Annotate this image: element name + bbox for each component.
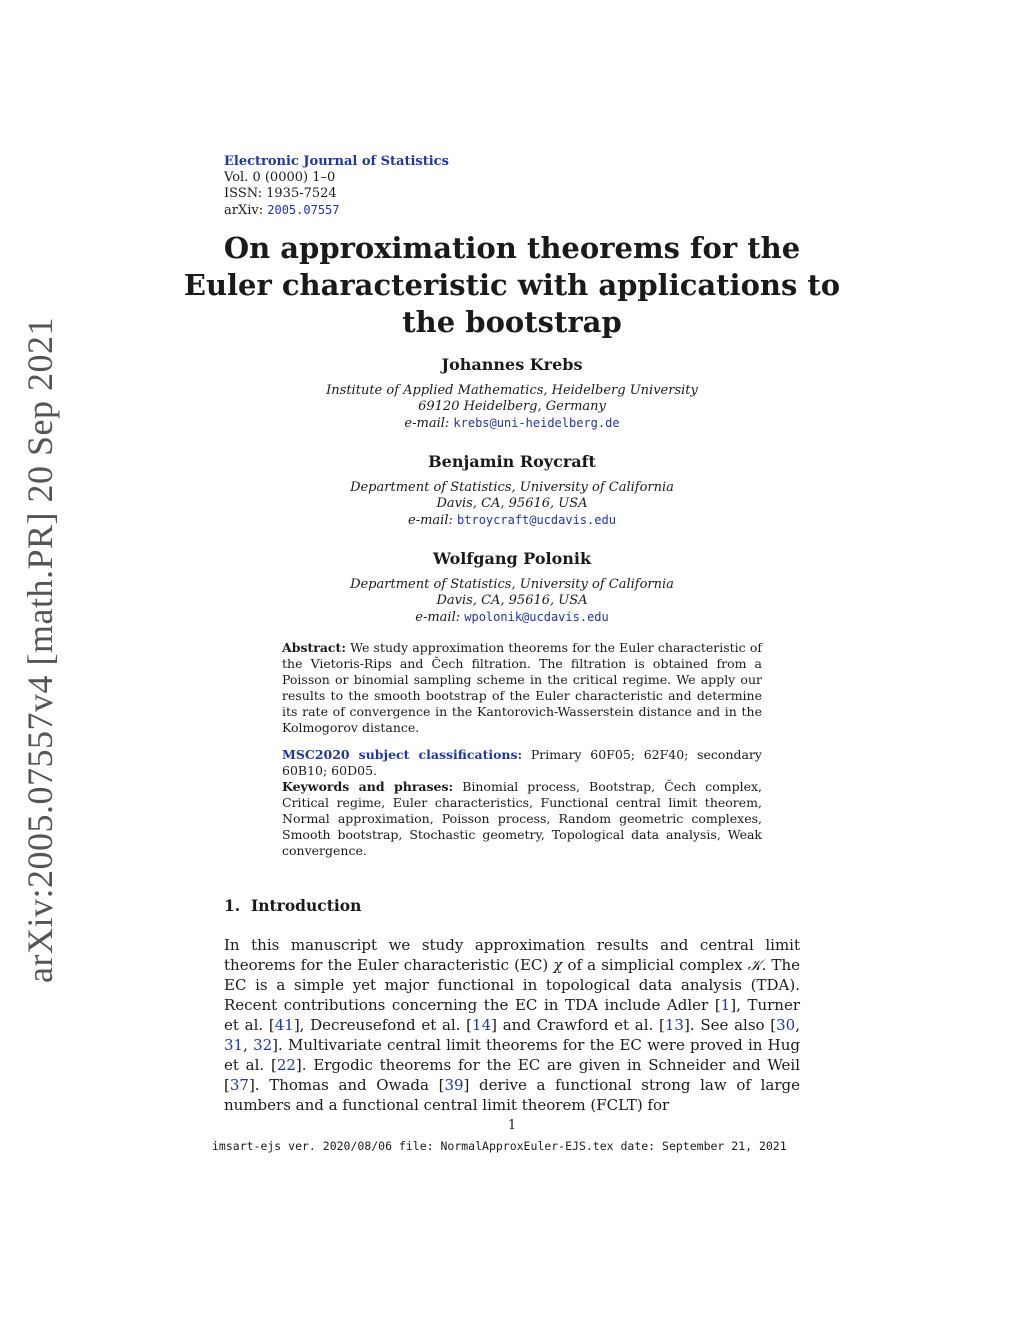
intro-text: , — [243, 1036, 254, 1054]
journal-arxiv — [224, 202, 449, 219]
citation-link[interactable]: 1 — [720, 996, 731, 1014]
title-line-2: Euler characteristic with applications to — [183, 268, 841, 302]
journal-issn: ISSN: 1935-7524 — [224, 186, 337, 201]
intro-text: ]. Thomas and Owada [ — [248, 1076, 445, 1094]
intro-text: ], Turner et al. [ — [224, 996, 800, 1034]
msc-classifications — [282, 747, 762, 779]
citation-link[interactable]: 22 — [276, 1056, 296, 1074]
page-number: 1 — [507, 1118, 517, 1133]
intro-text: ]. Multivariate central limit theorems for the EC were proved in Hug et al. [ — [224, 1036, 800, 1074]
author-affiliation: Department of Statistics, University of California — [350, 577, 674, 592]
keywords-text: Binomial process, Bootstrap, Čech complex, Critical regime, Euler characteristics, Functional central limit theorem, Normal approximation, Poisson process, Random geometric complexes, Smooth bootstrap, Stochastic geometry, Topological data analysis, Weak convergence. — [282, 779, 762, 858]
math-complex-k: 𝒦 — [747, 956, 762, 974]
arxiv-stamp-text: arXiv:2005.07557v4 [math.PR] 20 Sep 2021 — [20, 317, 60, 983]
author-block — [150, 549, 874, 626]
section-number: 1. — [224, 896, 241, 915]
intro-text: ]. Ergodic theorems for the EC are given in Schneider and Weil [ — [224, 1056, 800, 1094]
msc-label-link[interactable]: MSC2020 subject classifications: — [282, 747, 523, 762]
author-block — [150, 355, 874, 432]
intro-text: ]. See also [ — [683, 1016, 777, 1034]
math-chi: χ — [553, 956, 563, 974]
author-name: Johannes Krebs — [441, 355, 583, 374]
section-title: Introduction — [250, 896, 362, 915]
author-email-link[interactable]: btroycraft@ucdavis.edu — [457, 513, 616, 527]
citation-link[interactable]: 37 — [229, 1076, 249, 1094]
intro-text: . The EC is a simple yet major functional in topological data analysis (TDA). Recent contributions concerning the EC in TDA include Adler [ — [224, 956, 800, 1014]
author-name: Benjamin Roycraft — [428, 452, 596, 471]
intro-text: ] derive a functional strong law of large numbers and a functional central limit theorem (FCLT) for — [224, 1076, 801, 1114]
citation-link[interactable]: 41 — [274, 1016, 294, 1034]
keywords-label: Keywords and phrases: — [282, 779, 454, 794]
arxiv-label: arXiv: — [224, 203, 264, 218]
citation-link[interactable]: 13 — [664, 1016, 684, 1034]
email-label: e-mail: — [404, 416, 450, 431]
abstract — [282, 640, 762, 736]
author-email-link[interactable]: wpolonik@ucdavis.edu — [464, 610, 609, 624]
author-address: Davis, CA, 95616, USA — [436, 496, 588, 511]
author-address: 69120 Heidelberg, Germany — [418, 399, 606, 414]
document-footer: imsart-ejs ver. 2020/08/06 file: NormalApproxEuler-EJS.tex date: September 21, 2021 — [212, 1139, 787, 1153]
journal-name[interactable]: Electronic Journal of Statistics — [224, 154, 449, 169]
email-label: e-mail: — [408, 513, 453, 528]
keywords — [282, 779, 762, 859]
citation-link[interactable]: 32 — [253, 1036, 273, 1054]
author-block — [150, 452, 874, 529]
author-email-line — [150, 609, 874, 626]
abstract-text: We study approximation theorems for the Euler characteristic of the Vietoris-Rips and Čech filtration. The filtration is obtained from a Poisson or binomial sampling scheme in the critical regime. We apply our results to the smooth bootstrap of the Euler characteristic and determine its rate of convergence in the Kantorovich-Wasserstein distance and in the Kolmogorov distance. — [282, 640, 762, 735]
citation-link[interactable]: 39 — [444, 1076, 464, 1094]
author-email-line — [150, 512, 874, 529]
intro-text: , — [795, 1016, 801, 1034]
citation-link[interactable]: 14 — [472, 1016, 492, 1034]
intro-text: ], Decreusefond et al. [ — [293, 1016, 473, 1034]
intro-text: In this manuscript we study approximation results and central limit theorems for the Euler characteristic (EC) — [224, 936, 800, 974]
title-line-3: the bootstrap — [402, 305, 622, 339]
paper-title — [150, 230, 874, 341]
section-heading — [224, 896, 361, 915]
author-address: Davis, CA, 95616, USA — [436, 593, 588, 608]
intro-paragraph — [224, 935, 800, 1115]
author-affiliation: Department of Statistics, University of California — [350, 480, 674, 495]
msc-text: Primary 60F05; 62F40; secondary 60B10; 60D05. — [282, 747, 762, 778]
arxiv-id-link[interactable]: 2005.07557 — [267, 203, 340, 217]
author-affiliation: Institute of Applied Mathematics, Heidelberg University — [326, 383, 698, 398]
author-email-link[interactable]: krebs@uni-heidelberg.de — [453, 416, 620, 430]
intro-text: ] and Crawford et al. [ — [491, 1016, 665, 1034]
citation-link[interactable]: 30 — [776, 1016, 796, 1034]
author-email-line — [150, 415, 874, 432]
title-line-1: On approximation theorems for the — [223, 231, 801, 265]
email-label: e-mail: — [415, 610, 461, 625]
journal-volume: Vol. 0 (0000) 1–0 — [224, 170, 336, 185]
abstract-label: Abstract: — [282, 640, 346, 655]
journal-header — [224, 154, 449, 219]
author-name: Wolfgang Polonik — [432, 549, 592, 568]
intro-text: of a simplicial complex — [562, 956, 748, 974]
citation-link[interactable]: 31 — [224, 1036, 244, 1054]
